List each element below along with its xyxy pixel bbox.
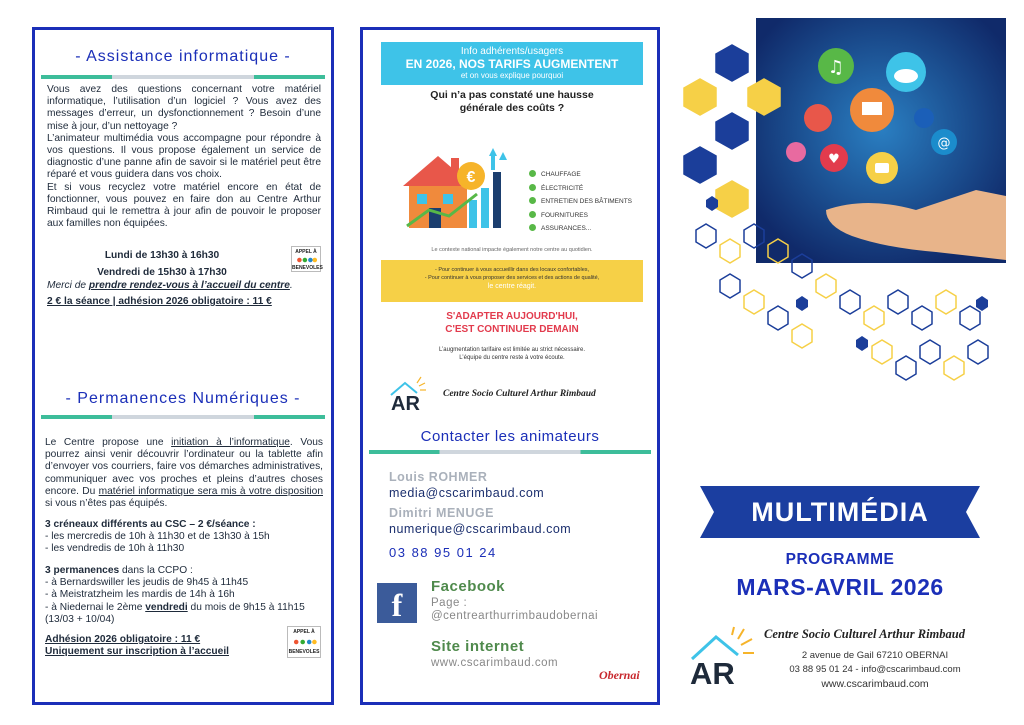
ccpo-heading: 3 permanences	[45, 565, 120, 576]
adhesion-line: Adhésion 2026 obligatoire : 11 €	[45, 634, 201, 645]
badge-text-bottom: BENEVOLES	[292, 265, 323, 271]
poster-question	[381, 89, 643, 115]
poster-header	[381, 42, 643, 85]
svg-text:♥: ♥	[828, 152, 840, 167]
poster-subtitle: Info adhérents/usagers	[460, 46, 564, 57]
title-divider	[41, 75, 325, 79]
svg-text:€: €	[466, 169, 476, 186]
intro-text: . Vous pourrez ainsi venir découvrir l’ordinateur ou la tablette afin d’envoyer vos courriers, faire vos démarches administratives, communiquer avec vos proches et pleins d’autres choses encore. Du	[45, 437, 324, 497]
assistance-paragraph: Vous avez des questions concernant votre matériel informatique, l’utilisation d’un logiciel ? Vous avez des messages d’erreur, un dysfonctionnement ? Besoin d’une mise à jour, d’un nettoyage ?	[47, 84, 321, 132]
contact-phone[interactable]: 03 88 95 01 24	[389, 545, 497, 560]
multimedia-ribbon	[700, 486, 980, 538]
badge-hands-icon	[291, 636, 317, 648]
initiation-link[interactable]: initiation à l’informatique	[171, 437, 290, 448]
assistance-body	[47, 84, 321, 230]
yellow-line: - Pour continuer à vous proposer des services et des actions de qualité,	[424, 275, 600, 281]
question-line: Qui n’a pas constaté une hausse	[430, 89, 594, 101]
logo-letters: AR	[391, 393, 420, 415]
ccpo-day: vendredi	[145, 601, 188, 613]
adhesion-info	[45, 634, 285, 658]
svg-text:♫: ♫	[827, 57, 845, 78]
rdv-link[interactable]: prendre rendez-vous à l’accueil du centre	[88, 280, 290, 291]
appel-benevoles-badge	[291, 246, 321, 272]
cost-label: CHAUFFAGE	[541, 171, 581, 178]
poster-yellow-band	[381, 260, 643, 302]
logo-text: Centre Socio Culturel Arthur Rimbaud	[443, 389, 596, 399]
assistance-title: - Assistance informatique -	[75, 48, 291, 65]
animator-email[interactable]: numerique@cscarimbaud.com	[389, 522, 572, 536]
cost-label: FOURNITURES	[541, 211, 588, 219]
title-divider	[369, 450, 651, 454]
check-icon	[529, 170, 536, 177]
cost-label: ÉLECTRICITÉ	[541, 184, 584, 192]
facebook-page-label: Page :	[431, 597, 468, 609]
ccpo-slot: - à Niedernai le 2ème	[45, 601, 146, 613]
ccpo-heading-rest: dans la CCPO :	[119, 565, 193, 576]
centre-phone-mail[interactable]: 03 88 95 01 24 - info@cscarimbaud.com	[789, 664, 961, 675]
animator-email[interactable]: media@cscarimbaud.com	[389, 486, 545, 500]
assistance-price: 2 € la séance | adhésion 2026 obligatoire : 11 €	[47, 296, 272, 307]
badge-text-top: APPEL À	[293, 629, 315, 635]
csc-slots	[45, 519, 323, 556]
intro-text: si vous n’êtes pas équipés.	[45, 498, 168, 510]
contact-title: Contacter les animateurs	[420, 428, 600, 445]
cost-label: ASSURANCES...	[541, 225, 592, 232]
badge-hands-icon	[295, 256, 317, 264]
poster-tagline: et on vous explique pourquoi	[460, 71, 564, 80]
svg-text:@: @	[937, 136, 951, 151]
assistance-paragraph: Et si vous recyclez votre matériel encore en état de fonctionner, vous pouvez en faire don au Centre Arthur Rimbaud qui le remettra à jour afin de pouvoir le proposer aux familles non équipées.	[47, 181, 321, 230]
centre-website[interactable]: www.cscarimbaud.com	[821, 678, 929, 690]
inscription-line: Uniquement sur inscription à l’accueil	[45, 646, 229, 658]
check-icon	[529, 184, 536, 191]
programme-label: PROGRAMME	[785, 551, 895, 568]
intro-text: Le Centre propose une	[45, 437, 172, 448]
centre-name: Centre Socio Culturel Arthur Rimbaud	[764, 627, 965, 641]
centre-logo-small	[387, 375, 627, 415]
appel-benevoles-badge	[287, 626, 321, 658]
poster-note	[381, 346, 643, 362]
ribbon-title: MULTIMÉDIA	[751, 497, 929, 527]
obernai-logo: Obernai	[599, 668, 640, 682]
animator-name: Dimitri MENUGE	[389, 506, 494, 520]
ccpo-slots	[45, 565, 323, 626]
assistance-paragraph: L’animateur multimédia vous accompagne pour répondre à vos questions. Il vous propose également un service de diagnostic d’une panne afin de savoir si le matériel peut être réparé et vous guidera dans vos choix.	[47, 132, 321, 181]
cost-list	[529, 168, 632, 236]
poster-title: EN 2026, NOS TARIFS AUGMENTENT	[405, 57, 619, 71]
yellow-line: - Pour continuer à vous accueillir dans des locaux confortables,	[434, 267, 590, 273]
note-line: L’équipe du centre reste à votre écoute.	[459, 355, 565, 361]
check-icon	[529, 211, 536, 218]
ccpo-slot: - à Meistratzheim les mardis de 14h à 16h	[45, 589, 235, 601]
poster-slogan	[381, 310, 643, 336]
facebook-icon[interactable]: f	[377, 583, 417, 623]
csc-heading: 3 créneaux différents au CSC – 2 €/séance :	[45, 519, 256, 530]
tarifs-poster	[381, 42, 643, 300]
cost-item	[529, 209, 632, 223]
yellow-conclusion: le centre réagit.	[487, 283, 537, 290]
cost-item	[529, 222, 632, 236]
check-icon	[529, 197, 536, 204]
cost-label: ENTRETIEN DES BÂTIMENTS	[541, 198, 633, 205]
permanences-title: - Permanences Numériques -	[65, 390, 301, 407]
question-line: générale des coûts ?	[459, 102, 565, 114]
facebook-heading: Facebook	[431, 578, 506, 595]
cost-item	[529, 168, 632, 182]
schedule-monday: Lundi de 13h30 à 16h30	[104, 250, 220, 261]
note-line: L’augmentation tarifaire est limitée au strict nécessaire.	[438, 347, 586, 353]
badge-text-bottom: BENEVOLES	[288, 649, 320, 655]
cost-item	[529, 195, 632, 209]
permanences-intro	[45, 437, 323, 510]
hexagon-background	[676, 0, 1006, 420]
schedule-friday: Vendredi de 15h30 à 17h30	[97, 267, 227, 278]
poster-context: Le contexte national impacte également notre centre au quotidien.	[431, 247, 593, 253]
badge-text-top: APPEL À	[295, 249, 317, 255]
slogan-line: S'ADAPTER AUJOURD'HUI,	[446, 311, 578, 322]
ccpo-slot: du mois de 9h15 à 11h15	[187, 601, 305, 613]
ccpo-dates: (13/03 + 10/04)	[45, 613, 115, 625]
centre-address: 2 avenue de Gail 67210 OBERNAI	[801, 650, 949, 661]
house-costs-illustration	[399, 138, 509, 236]
check-icon	[529, 224, 536, 231]
csc-slot: - les mercredis de 10h à 11h30 et de 13h30 à 15h	[45, 531, 270, 543]
website-url[interactable]: www.cscarimbaud.com	[431, 657, 559, 669]
panel-informatique	[32, 27, 334, 705]
panel-contact	[360, 27, 660, 705]
cost-item	[529, 182, 632, 196]
rdv-line	[47, 280, 321, 292]
facebook-handle[interactable]: @centrearthurrimbaudobernai	[431, 610, 599, 622]
csc-slot: - les vendredis de 10h à 11h30	[45, 543, 185, 555]
logo-letters: AR	[690, 656, 735, 691]
slogan-line: C'EST CONTINUER DEMAIN	[445, 324, 579, 335]
programme-dates: MARS-AVRIL 2026	[736, 574, 944, 600]
animator-name: Louis ROHMER	[389, 470, 488, 484]
title-divider	[41, 415, 325, 419]
website-heading: Site internet	[431, 638, 525, 655]
rdv-text: Merci de	[47, 280, 89, 291]
rdv-end: .	[289, 280, 293, 291]
materiel-link[interactable]: matériel informatique sera mis à votre disposition	[98, 485, 323, 497]
ccpo-slot: - à Bernardswiller les jeudis de 9h45 à 11h45	[45, 577, 249, 589]
